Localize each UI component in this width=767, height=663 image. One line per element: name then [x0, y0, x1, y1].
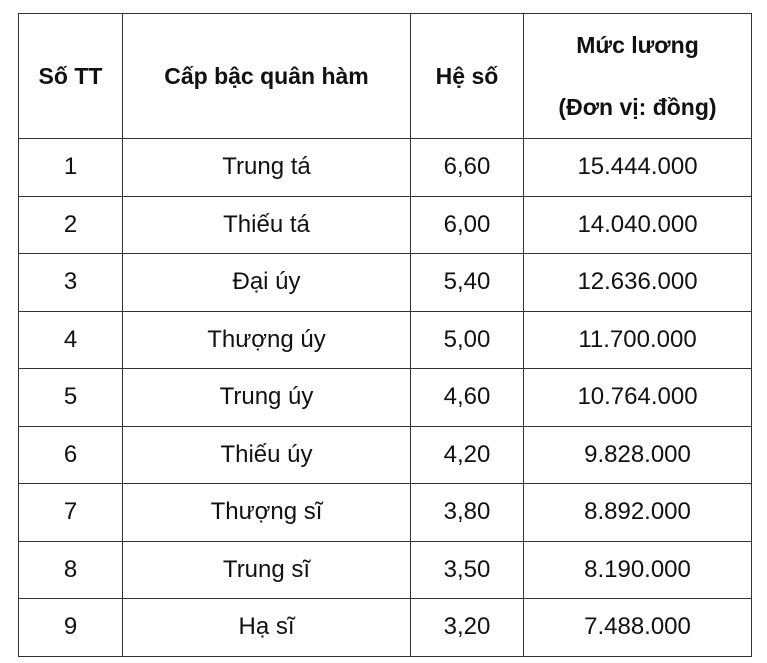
table-row [19, 426, 752, 484]
header-salary [524, 14, 752, 139]
cell-rank: Trung sĩ [123, 541, 411, 599]
table-row [19, 311, 752, 369]
header-salary-unit: (Đơn vị: đồng) [558, 94, 717, 120]
cell-salary: 11.700.000 [524, 311, 752, 369]
cell-rank: Thượng úy [123, 311, 411, 369]
cell-salary: 15.444.000 [524, 139, 752, 197]
cell-stt: 3 [19, 254, 123, 312]
cell-coefficient: 5,40 [411, 254, 524, 312]
table-row [19, 599, 752, 657]
cell-stt: 8 [19, 541, 123, 599]
cell-stt: 1 [19, 139, 123, 197]
table-header-row [19, 14, 752, 139]
salary-table [18, 13, 752, 657]
cell-stt: 5 [19, 369, 123, 427]
cell-salary: 7.488.000 [524, 599, 752, 657]
cell-rank: Thiếu úy [123, 426, 411, 484]
cell-rank: Đại úy [123, 254, 411, 312]
cell-rank: Trung úy [123, 369, 411, 427]
cell-salary: 12.636.000 [524, 254, 752, 312]
table-row [19, 541, 752, 599]
cell-salary: 9.828.000 [524, 426, 752, 484]
cell-coefficient: 4,20 [411, 426, 524, 484]
cell-coefficient: 3,80 [411, 484, 524, 542]
table-row [19, 254, 752, 312]
header-rank: Cấp bậc quân hàm [123, 14, 411, 139]
cell-salary: 8.190.000 [524, 541, 752, 599]
cell-coefficient: 4,60 [411, 369, 524, 427]
cell-coefficient: 3,20 [411, 599, 524, 657]
cell-stt: 7 [19, 484, 123, 542]
cell-stt: 2 [19, 196, 123, 254]
table-row [19, 139, 752, 197]
cell-stt: 9 [19, 599, 123, 657]
header-salary-title: Mức lương [576, 32, 699, 58]
table-row [19, 369, 752, 427]
table-row [19, 196, 752, 254]
cell-coefficient: 6,00 [411, 196, 524, 254]
header-stt: Số TT [19, 14, 123, 139]
header-coefficient: Hệ số [411, 14, 524, 139]
cell-rank: Trung tá [123, 139, 411, 197]
cell-salary: 10.764.000 [524, 369, 752, 427]
cell-rank: Thiếu tá [123, 196, 411, 254]
cell-stt: 4 [19, 311, 123, 369]
table-row [19, 484, 752, 542]
cell-salary: 14.040.000 [524, 196, 752, 254]
cell-coefficient: 5,00 [411, 311, 524, 369]
cell-coefficient: 3,50 [411, 541, 524, 599]
cell-rank: Hạ sĩ [123, 599, 411, 657]
cell-salary: 8.892.000 [524, 484, 752, 542]
cell-coefficient: 6,60 [411, 139, 524, 197]
cell-stt: 6 [19, 426, 123, 484]
cell-rank: Thượng sĩ [123, 484, 411, 542]
